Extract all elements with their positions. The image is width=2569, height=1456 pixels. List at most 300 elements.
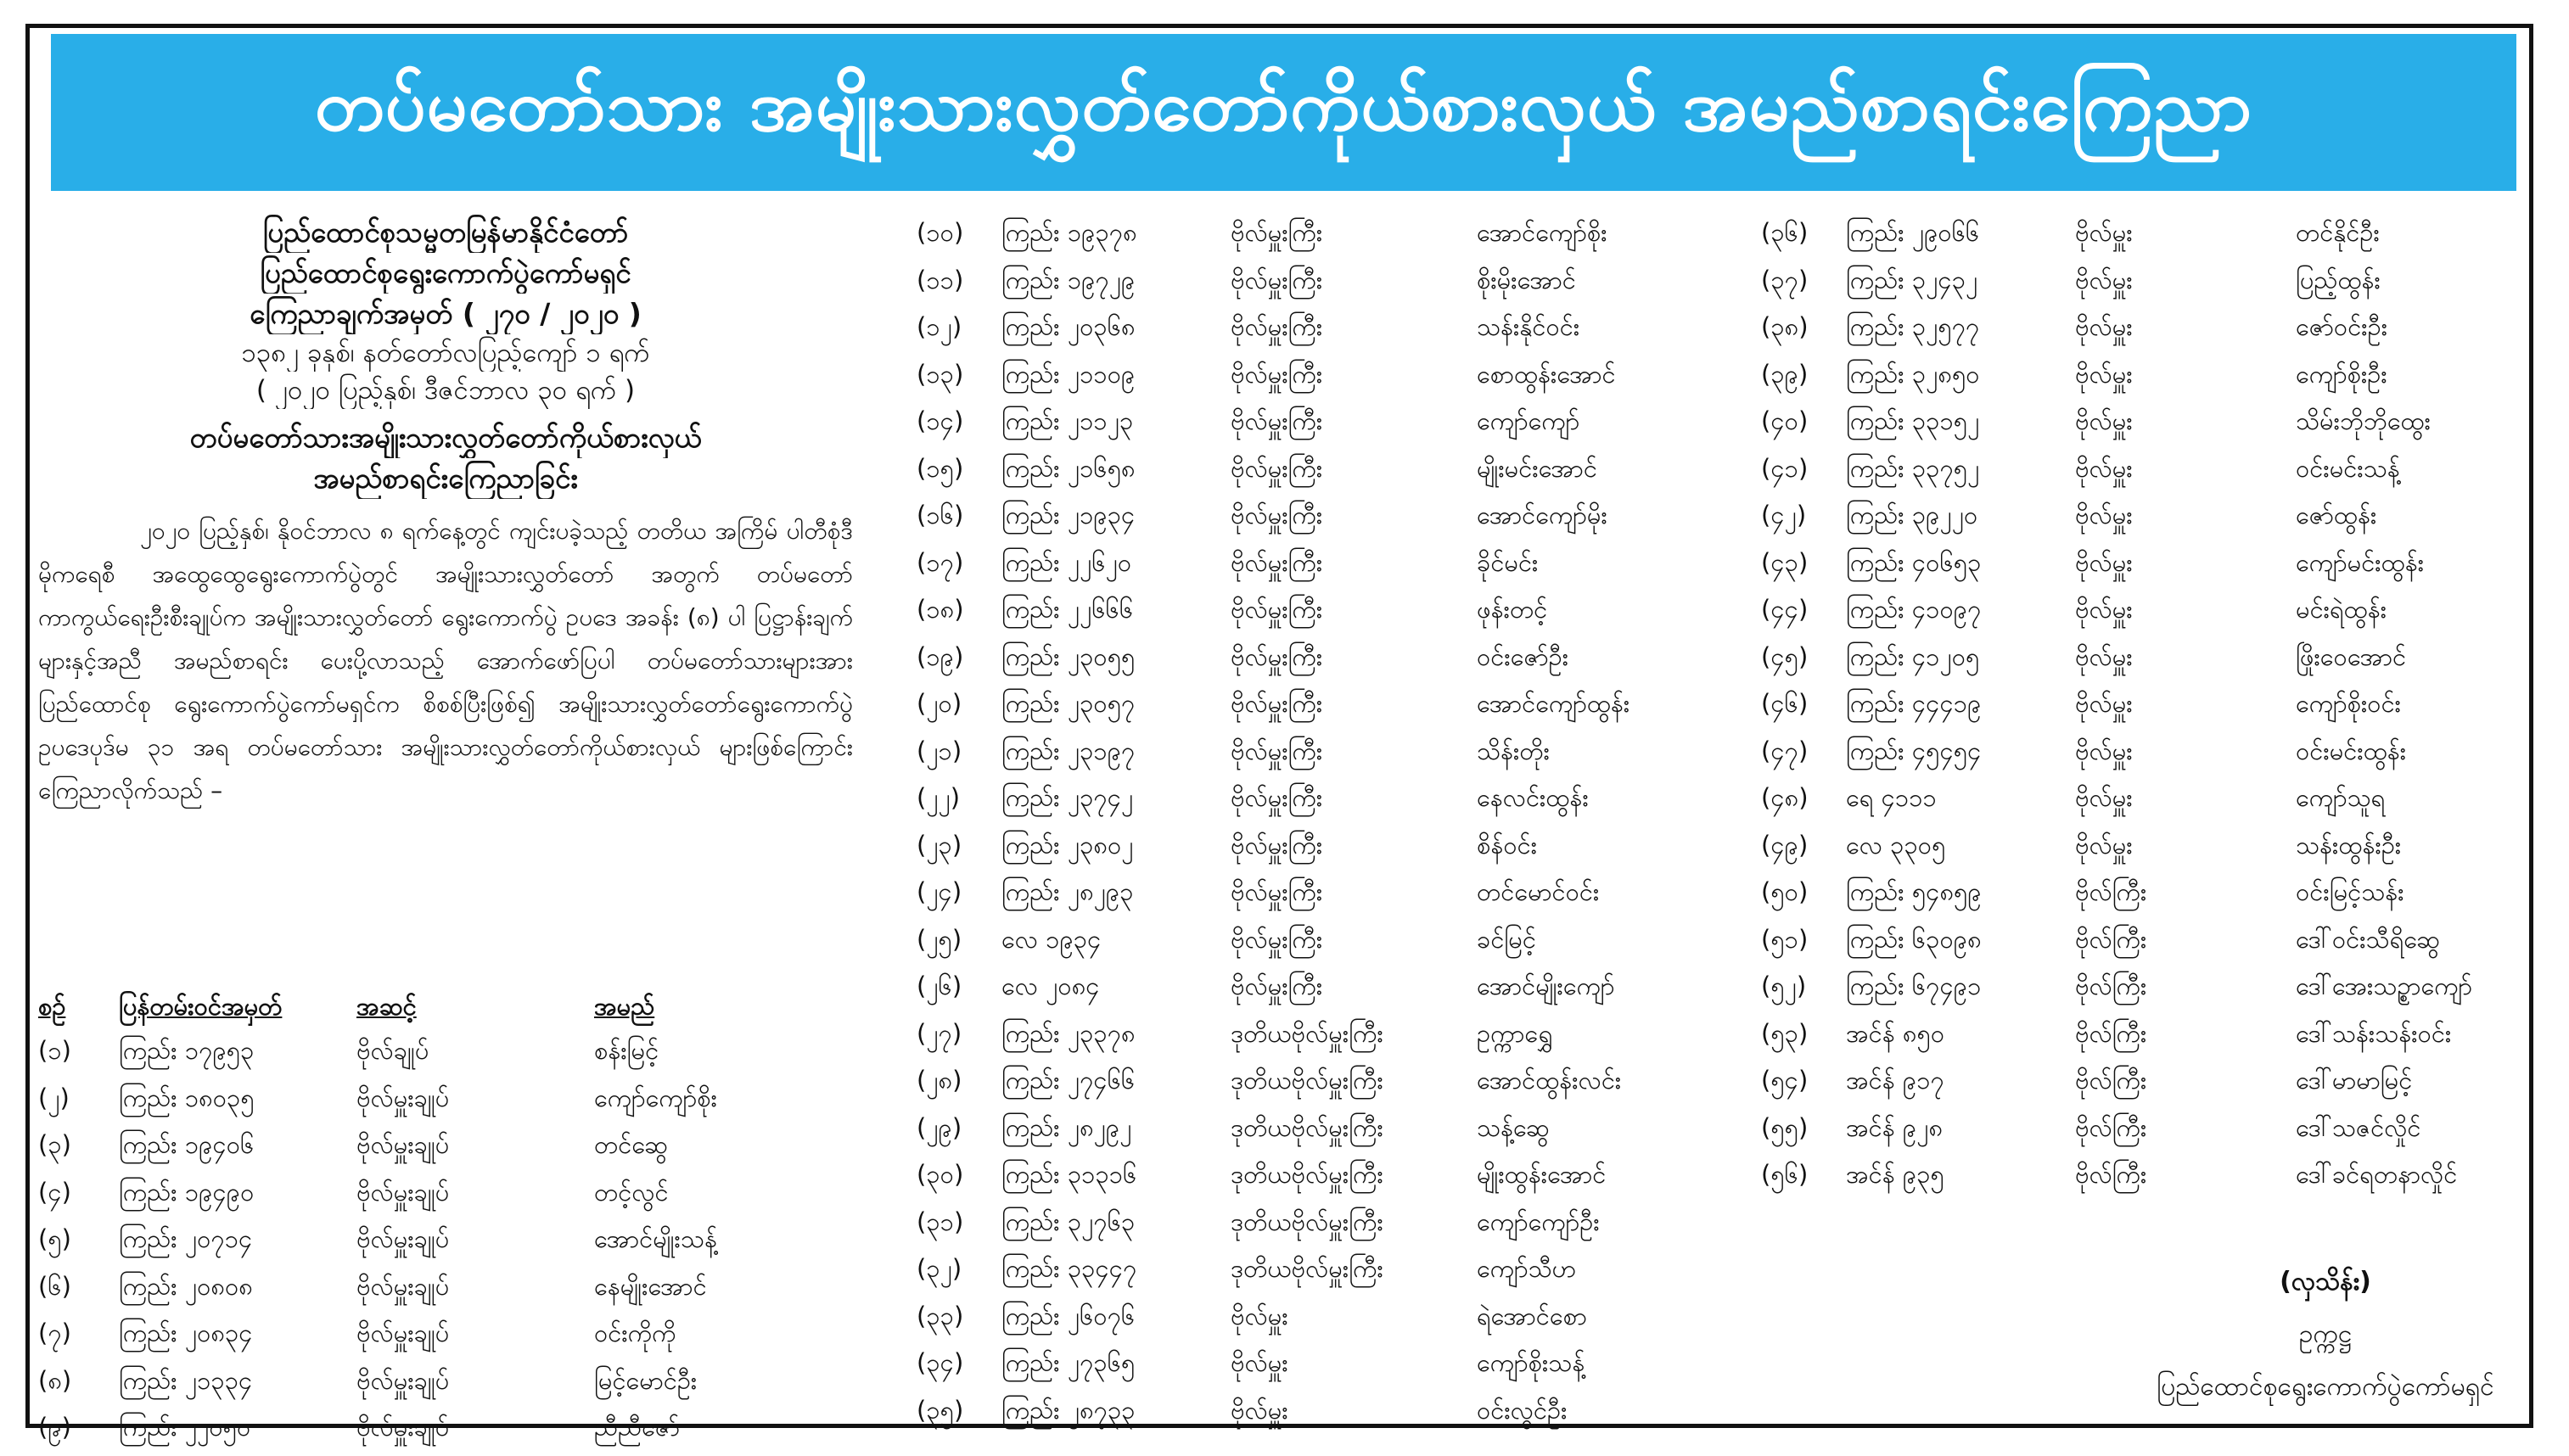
member-no: (၂၅) (917, 924, 962, 954)
member-row (1761, 871, 2525, 919)
member-id: ရေ ၄၁၁၁ (1846, 783, 1937, 813)
member-rank: ဒုတိယဗိုလ်မှူးကြီး (1231, 1066, 1383, 1095)
member-row (917, 589, 1714, 636)
member-no: (၃၄) (917, 1348, 964, 1378)
member-no: (၄၃) (1761, 547, 1809, 577)
member-rank: ဗိုလ်ချုပ် (356, 1036, 429, 1066)
member-no: (၃၃) (917, 1301, 964, 1330)
member-name: ခိုင်မင်း (1477, 547, 1539, 577)
member-no: (၁၅) (917, 453, 964, 483)
member-rank: ဗိုလ်မှူးချုပ် (356, 1130, 450, 1160)
member-id: ကြည်း ၁၉၄၉၀ (119, 1177, 255, 1207)
announcement-body: ၂၀၂၀ ပြည့်နှစ်၊ နိုဝင်ဘာလ ၈ ရက်နေ့တွင် ကျင်းပခဲ့သည့် တတိယ အကြိမ် ပါတီစုံဒီမိုကရေစီ အထွေထွေရွေးကောက်ပွဲတွင် အမျိုးသားလွှတ်တော် အတွက် တပ်မတော်ကာကွယ်ရေးဦးစီးချုပ်က အမျိုးသားလွှတ်တော် ရွေးကောက်ပွဲ ဥပဒေ အခန်း (၈) ပါ ပြဋ္ဌာန်းချက်များနှင့်အညီ အမည်စာရင်း ပေးပို့လာသည့် အောက်ဖော်ပြပါ တပ်မတော်သားများအား ပြည်ထောင်စု ရွေးကောက်ပွဲကော်မရှင်က စိစစ်ပြီးဖြစ်၍ အမျိုးသားလွှတ်တော်ရွေးကောက်ပွဲ ဥပဒေပုဒ်မ ၃၁ အရ တပ်မတော်သား အမျိုးသားလွှတ်တော်ကိုယ်စားလှယ် များဖြစ်ကြောင်း ကြေညာလိုက်သည် – (38, 517, 853, 804)
member-no: (၈) (38, 1365, 72, 1395)
member-id: ကြည်း ၂၁၆၅၈ (1001, 453, 1136, 483)
member-rank: ဗိုလ်မှူး (1231, 1395, 1288, 1425)
column-3 (1761, 212, 2525, 1201)
member-row (1761, 260, 2525, 307)
member-no: (၃၁) (917, 1207, 964, 1236)
member-row (917, 400, 1714, 448)
member-name: ကျော်သီဟ (1477, 1254, 1577, 1284)
member-row (917, 1201, 1714, 1249)
member-name: သန့်ဆွေ (1477, 1112, 1550, 1142)
title-banner (51, 34, 2516, 191)
member-rank: ဗိုလ်မှူးချုပ် (356, 1224, 450, 1254)
member-row (38, 1313, 853, 1360)
member-row (1761, 448, 2525, 496)
member-no: (၁၈) (917, 595, 964, 624)
member-id: အင်န် ၈၅၀ (1846, 1018, 1945, 1048)
member-row (1761, 777, 2525, 825)
member-id: ကြည်း ၆၃၀၉၈ (1846, 924, 1982, 954)
member-name: ဒေါ်သန်းသန်းဝင်း (2296, 1018, 2452, 1048)
member-no: (၃၅) (917, 1395, 964, 1425)
table-header (38, 988, 853, 1030)
member-name: အောင်မျိုးသန့် (594, 1224, 717, 1254)
member-id: ကြည်း ၂၀၈၀၈ (119, 1271, 253, 1301)
member-no: (၆) (38, 1271, 71, 1301)
member-name: ဖုန်းတင့် (1477, 595, 1548, 624)
member-no: (၂၀) (917, 689, 962, 719)
member-no: (၅၁) (1761, 924, 1809, 954)
member-id: ကြည်း ၂၁၃၃၄ (119, 1365, 253, 1395)
member-row (1761, 400, 2525, 448)
member-row (1761, 354, 2525, 401)
member-name: ဇော်ဝင်းဦး (2296, 312, 2388, 342)
member-name: စောထွန်းအောင် (1477, 359, 1616, 389)
column-2 (917, 212, 1714, 1436)
member-row (1761, 1154, 2525, 1201)
member-row (917, 1154, 1714, 1201)
member-row (917, 306, 1714, 354)
member-name: တင်နိုင်ဦး (2296, 218, 2380, 248)
member-no: (၄၀) (1761, 406, 1809, 436)
member-name: အောင်ကျော်စိုး (1477, 218, 1607, 248)
member-id: ကြည်း ၂၃၀၅၅ (1001, 641, 1136, 671)
member-name: ကျော်သူရ (2296, 783, 2386, 813)
member-name: ကျော်စိုးဝင်း (2296, 689, 2402, 719)
member-rank: ဗိုလ်မှူး (2075, 736, 2133, 765)
member-name: ခင်မြင့် (1477, 924, 1536, 954)
member-row (1761, 495, 2525, 542)
member-no: (၁၉) (917, 641, 964, 671)
member-no: (၅၆) (1761, 1160, 1809, 1190)
member-rank: ဗိုလ်ကြီး (2075, 1018, 2147, 1048)
member-no: (၃၉) (1761, 359, 1809, 389)
member-no: (၃၈) (1761, 312, 1809, 342)
member-row (1761, 966, 2525, 1013)
member-row (917, 871, 1714, 919)
member-no: (၂၇) (917, 1018, 962, 1048)
member-name: ဥက္ကာရွှေ (1477, 1018, 1553, 1048)
member-rank: ဗိုလ်မှူးကြီး (1231, 547, 1323, 577)
member-rank: ဗိုလ်မှူးကြီး (1231, 924, 1323, 954)
member-id: ကြည်း ၂၇၃၆၅ (1001, 1348, 1136, 1378)
column-1 (38, 212, 853, 1454)
member-row (917, 1296, 1714, 1343)
member-name: ကျော်စိုးသန့် (1477, 1348, 1585, 1378)
member-id: အင်န် ၉၁၇ (1846, 1066, 1944, 1095)
member-no: (၂၉) (917, 1112, 962, 1142)
member-rank: ဗိုလ်မှူး (2075, 218, 2133, 248)
member-no: (၃၇) (1761, 265, 1809, 294)
member-id: ကြည်း ၂၃၀၅၇ (1001, 689, 1136, 719)
member-rank: ဗိုလ်မှူး (2075, 783, 2133, 813)
member-name: ဒေါ်သဇင်လှိုင် (2296, 1112, 2421, 1142)
member-id: ကြည်း ၂၀၃၆၈ (1001, 312, 1136, 342)
member-row (917, 1342, 1714, 1390)
member-id: ကြည်း ၂၂၀၅၀ (119, 1413, 251, 1442)
member-name: နေမျိုးအောင် (594, 1271, 707, 1301)
member-name: မင်းရဲထွန်း (2296, 595, 2387, 624)
member-rank: ဗိုလ်မှူးကြီး (1231, 406, 1323, 436)
member-id: လေ ၂၀၈၄ (1001, 972, 1100, 1001)
member-name: ဝင်းလွင်ဦး (1477, 1395, 1568, 1425)
member-id: ကြည်း ၂၃၁၉၇ (1001, 736, 1136, 765)
member-id: ကြည်း ၂၃၇၄၂ (1001, 783, 1134, 813)
member-row (38, 1266, 853, 1313)
member-name: စိုးမိုးအောင် (1477, 265, 1576, 294)
member-name: ညီညီဇော် (594, 1413, 680, 1442)
member-no: (၃၆) (1761, 218, 1809, 248)
member-rank: ဒုတိယဗိုလ်မှူးကြီး (1231, 1160, 1383, 1190)
col-header-id: ပြန်တမ်းဝင်အမှတ် (119, 991, 283, 1021)
member-row (1761, 825, 2525, 872)
member-rank: ဗိုလ်မှူးကြီး (1231, 830, 1323, 860)
member-rank: ဗိုလ်မှူးကြီး (1231, 595, 1323, 624)
member-row (917, 777, 1714, 825)
member-id: ကြည်း ၄၄၄၁၉ (1846, 689, 1982, 719)
member-rank: ဗိုလ်မှူးကြီး (1231, 736, 1323, 765)
header-country: ပြည်ထောင်စုသမ္မတမြန်မာနိုင်ငံတော် (262, 216, 629, 249)
member-name: တင်မောင်ဝင်း (1477, 877, 1600, 907)
member-row (917, 966, 1714, 1013)
member-row (1761, 589, 2525, 636)
member-rank: ဗိုလ်မှူးကြီး (1231, 783, 1323, 813)
member-row (38, 1078, 853, 1125)
member-name: တင့်လွင် (594, 1177, 669, 1207)
announcement-header (38, 212, 853, 499)
member-no: (၂၁) (917, 736, 962, 765)
member-id: ကြည်း ၃၃၁၅၂ (1846, 406, 1980, 436)
member-row (917, 448, 1714, 496)
member-rank: ဗိုလ်မှူး (2075, 547, 2133, 577)
member-rank: ဗိုလ်မှူးကြီး (1231, 972, 1323, 1001)
member-list-3 (1761, 212, 2525, 1201)
member-id: ကြည်း ၂၈၂၉၃ (1001, 877, 1134, 907)
member-name: သန်းနိုင်ဝင်း (1477, 312, 1580, 342)
member-id: အင်န် ၉၃၅ (1846, 1160, 1944, 1190)
member-id: ကြည်း ၄၁၀၉၇ (1846, 595, 1982, 624)
member-id: ကြည်း ၄၅၄၅၄ (1846, 736, 1982, 765)
member-rank: ဗိုလ်ကြီး (2075, 1112, 2147, 1142)
member-name: ပြည့်ထွန်း (2296, 265, 2381, 294)
member-name: ဝင်းမင်းသန့် (2296, 453, 2400, 483)
member-name: ကျော်ကျော် (1477, 406, 1580, 436)
member-no: (၅) (38, 1224, 71, 1254)
member-name: သန်းထွန်းဦး (2296, 830, 2402, 860)
member-row (917, 636, 1714, 684)
member-name: စန်းမြင့် (594, 1036, 659, 1066)
member-rank: ဗိုလ်ကြီး (2075, 924, 2147, 954)
member-name: ဝင်းမင်းထွန်း (2296, 736, 2407, 765)
signatory-name: (လှသိန်း) (2280, 1267, 2371, 1296)
col-header-no: စဉ် (38, 991, 66, 1021)
member-rank: ဗိုလ်မှူးချုပ် (356, 1177, 450, 1207)
member-id: ကြည်း ၂၁၁၀၉ (1001, 359, 1136, 389)
member-name: ကျော်စိုးဦး (2296, 359, 2387, 389)
member-id: ကြည်း ၃၂၇၆၃ (1001, 1207, 1136, 1236)
member-id: ကြည်း ၃၃၄၄၇ (1001, 1254, 1137, 1284)
member-id: ကြည်း ၃၁၃၁၆ (1001, 1160, 1137, 1190)
member-rank: ဗိုလ်မှူး (2075, 641, 2133, 671)
member-no: (၄၆) (1761, 689, 1809, 719)
member-name: တင်ဆွေ (594, 1130, 668, 1160)
member-row (1761, 683, 2525, 731)
member-no: (၄၂) (1761, 501, 1807, 530)
member-id: ကြည်း ၂၂၆၆၆ (1001, 595, 1134, 624)
member-row (1761, 1060, 2525, 1107)
member-no: (၇) (38, 1319, 71, 1348)
member-id: ကြည်း ၆၇၄၉၁ (1846, 972, 1982, 1001)
member-id: ကြည်း ၂၉၀၆၆ (1846, 218, 1980, 248)
member-no: (၂၄) (917, 877, 962, 907)
member-no: (၁၂) (917, 312, 962, 342)
member-row (1761, 1013, 2525, 1061)
member-no: (၅၂) (1761, 972, 1807, 1001)
member-row (1761, 542, 2525, 590)
member-rank: ဗိုလ်မှူး (2075, 406, 2133, 436)
signatory-org: ပြည်ထောင်စုရွေးကောက်ပွဲကော်မရှင် (2157, 1372, 2494, 1402)
member-row (917, 1013, 1714, 1061)
member-id: ကြည်း ၅၄၈၅၉ (1846, 877, 1982, 907)
member-rank: ဗိုလ်မှူးကြီး (1231, 312, 1323, 342)
member-name: ဒေါ်အေးသဥ္စာကျော် (2296, 972, 2473, 1001)
member-rank: ဗိုလ်မှူး (2075, 595, 2133, 624)
member-no: (၅၅) (1761, 1112, 1809, 1142)
member-rank: ဗိုလ်မှူးကြီး (1231, 689, 1323, 719)
member-name: မျိုးထွန်းအောင် (1477, 1160, 1607, 1190)
member-name: ဒေါ်ဝင်းသီရိဆွေ (2296, 924, 2440, 954)
header-date-myanmar: ၁၃၈၂ ခုနှစ်၊ နတ်တော်လပြည့်ကျော် ၁ ရက် (241, 338, 650, 368)
member-no: (၄၁) (1761, 453, 1809, 483)
member-rank: ဗိုလ်ကြီး (2075, 972, 2147, 1001)
signature-block (2113, 1256, 2538, 1414)
member-no: (၃၀) (917, 1160, 964, 1190)
member-no: (၅၃) (1761, 1018, 1809, 1048)
member-rank: ဗိုလ်ကြီး (2075, 877, 2147, 907)
member-rank: ဗိုလ်မှူးကြီး (1231, 641, 1323, 671)
member-id: ကြည်း ၂၁၉၃၄ (1001, 501, 1136, 530)
member-no: (၄၅) (1761, 641, 1809, 671)
member-rank: ဗိုလ်မှူး (2075, 501, 2133, 530)
member-row (38, 1172, 853, 1219)
member-id: ကြည်း ၁၇၉၅၃ (119, 1036, 255, 1066)
member-id: အင်န် ၉၂၈ (1846, 1112, 1944, 1142)
member-no: (၂၈) (917, 1066, 962, 1095)
member-row (917, 1107, 1714, 1155)
member-list-1 (38, 1030, 853, 1454)
member-no: (၃၂) (917, 1254, 962, 1284)
member-rank: ဒုတိယဗိုလ်မှူးကြီး (1231, 1207, 1383, 1236)
member-rank: ဗိုလ်မှူးကြီး (1231, 359, 1323, 389)
member-row (1761, 731, 2525, 778)
member-row (917, 1248, 1714, 1296)
member-id: လေ ၁၉၃၄ (1001, 924, 1102, 954)
member-id: ကြည်း ၂၀၇၁၄ (119, 1224, 253, 1254)
member-rank: ဒုတိယဗိုလ်မှူးကြီး (1231, 1018, 1383, 1048)
member-no: (၄၇) (1761, 736, 1809, 765)
header-subtitle-1: တပ်မတော်သားအမျိုးသားလွှတ်တော်ကိုယ်စားလှယ် (189, 421, 702, 454)
member-name: ကျော်ကျော်ဦး (1477, 1207, 1600, 1236)
member-no: (၁၇) (917, 547, 964, 577)
member-row (917, 495, 1714, 542)
member-rank: ဗိုလ်မှူးကြီး (1231, 265, 1323, 294)
member-rank: ဗိုလ်မှူးချုပ် (356, 1365, 450, 1395)
col-header-name: အမည် (594, 991, 655, 1021)
member-id: ကြည်း ၂၂၆၂၀ (1001, 547, 1132, 577)
header-commission: ပြည်ထောင်စုရွေးကောက်ပွဲကော်မရှင် (260, 256, 631, 289)
member-id: ကြည်း ၂၆၀၇၆ (1001, 1301, 1136, 1330)
member-id: ကြည်း ၂၁၁၂၃ (1001, 406, 1134, 436)
member-id: ကြည်း ၁၉၃၇၈ (1001, 218, 1137, 248)
member-rank: ဒုတိယဗိုလ်မှူးကြီး (1231, 1112, 1383, 1142)
member-rank: ဗိုလ်မှူး (2075, 453, 2133, 483)
member-name: ဝင်းဇော်ဦး (1477, 641, 1569, 671)
member-rank: ဗိုလ်မှူး (2075, 689, 2133, 719)
member-id: ကြည်း ၃၂၅၇၇ (1846, 312, 1980, 342)
member-no: (၂၃) (917, 830, 962, 860)
member-no: (၃) (38, 1130, 71, 1160)
member-id: ကြည်း ၁၉၄၀၆ (119, 1130, 255, 1160)
member-row (38, 1124, 853, 1172)
header-announcement-no: ကြေညာချက်အမှတ် ( ၂၇၀ / ၂၀၂၀ ) (250, 297, 642, 330)
member-id: ကြည်း ၃၂၄၃၂ (1846, 265, 1978, 294)
member-id: ကြည်း ၂၈၇၃၃ (1001, 1395, 1136, 1425)
member-row (917, 354, 1714, 401)
member-rank: ဒုတိယဗိုလ်မှူးကြီး (1231, 1254, 1383, 1284)
member-name: အောင်မျိုးကျော် (1477, 972, 1615, 1001)
header-subtitle-2: အမည်စာရင်းကြေညာခြင်း (313, 462, 578, 495)
member-row (38, 1407, 853, 1454)
member-name: အောင်ကျော်မိုး (1477, 501, 1607, 530)
member-row (917, 260, 1714, 307)
member-id: ကြည်း ၁၉၇၂၉ (1001, 265, 1136, 294)
member-no: (၄) (38, 1177, 71, 1207)
member-row (917, 1060, 1714, 1107)
member-id: ကြည်း ၃၂၈၅၀ (1846, 359, 1980, 389)
member-id: ကြည်း ၂၀၈၃၄ (119, 1319, 253, 1348)
member-row (38, 1218, 853, 1266)
member-row (1761, 306, 2525, 354)
member-rank: ဗိုလ်မှူး (1231, 1301, 1288, 1330)
member-row (917, 1390, 1714, 1437)
member-name: နေလင်းထွန်း (1477, 783, 1589, 813)
member-rank: ဗိုလ်မှူးကြီး (1231, 877, 1323, 907)
member-no: (၄၄) (1761, 595, 1809, 624)
member-row (917, 919, 1714, 966)
member-rank: ဗိုလ်မှူးကြီး (1231, 501, 1323, 530)
header-date-gregorian: ( ၂၀၂၀ ပြည့်နှစ်၊ ဒီဇင်ဘာလ ၃၀ ရက် ) (255, 375, 636, 406)
member-name: သိမ်းဘိုဘိုထွေး (2296, 406, 2431, 436)
member-name: ကျော်မင်းထွန်း (2296, 547, 2425, 577)
member-row (917, 683, 1714, 731)
member-name: စိန်ဝင်း (1477, 830, 1538, 860)
member-row (1761, 212, 2525, 260)
member-no: (၂) (38, 1083, 70, 1112)
member-name: ဒေါ်မာမာမြင့် (2296, 1066, 2413, 1095)
member-no: (၉) (38, 1413, 71, 1442)
member-id: ကြည်း ၁၈၀၃၅ (119, 1083, 255, 1112)
member-row (1761, 1107, 2525, 1155)
member-rank: ဗိုလ်မှူးချုပ် (356, 1083, 450, 1112)
member-no: (၂၂) (917, 783, 961, 813)
member-rank: ဗိုလ်မှူးချုပ် (356, 1413, 450, 1442)
member-rank: ဗိုလ်မှူး (2075, 830, 2133, 860)
member-no: (၂၆) (917, 972, 962, 1001)
member-row (1761, 919, 2525, 966)
member-name: အောင်ကျော်ထွန်း (1477, 689, 1630, 719)
signatory-title: ဥက္ကဋ္ဌ (2298, 1319, 2353, 1349)
member-name: ဒေါ်ခင်ရတနာလှိုင် (2296, 1160, 2458, 1190)
member-id: ကြည်း ၂၃၃၇၈ (1001, 1018, 1136, 1048)
member-no: (၄၈) (1761, 783, 1809, 813)
member-id: ကြည်း ၂၃၈၀၂ (1001, 830, 1134, 860)
member-id: ကြည်း ၂၈၂၉၂ (1001, 1112, 1132, 1142)
member-no: (၅၄) (1761, 1066, 1809, 1095)
member-name: ဝင်းမြင့်သန်း (2296, 877, 2404, 907)
member-row (917, 731, 1714, 778)
member-rank: ဗိုလ်မှူး (1231, 1348, 1288, 1378)
banner-title: တပ်မတော်သား အမျိုးသားလွှတ်တော်ကိုယ်စားလှယ် အမည်စာရင်းကြေညာ (314, 63, 2253, 147)
member-name: အောင်ထွန်းလင်း (1477, 1066, 1622, 1095)
member-row (917, 825, 1714, 872)
member-id: လေ ၃၃၀၅ (1846, 830, 1946, 860)
member-id: ကြည်း ၃၃၇၅၂ (1846, 453, 1980, 483)
member-row (38, 1030, 853, 1078)
member-rank: ဗိုလ်မှူးချုပ် (356, 1271, 450, 1301)
member-rank: ဗိုလ်ကြီး (2075, 1066, 2147, 1095)
member-rank: ဗိုလ်ကြီး (2075, 1160, 2147, 1190)
member-rank: ဗိုလ်မှူးကြီး (1231, 218, 1323, 248)
member-rank: ဗိုလ်မှူး (2075, 359, 2133, 389)
member-no: (၁၄) (917, 406, 964, 436)
member-name: ဝင်းကိုကို (594, 1319, 676, 1348)
member-id: ကြည်း ၄၀၆၅၃ (1846, 547, 1982, 577)
member-name: ကျော်ကျော်စိုး (594, 1083, 717, 1112)
member-no: (၁၆) (917, 501, 964, 530)
member-name: မျိုးမင်းအောင် (1477, 453, 1597, 483)
member-row (917, 212, 1714, 260)
member-no: (၅၀) (1761, 877, 1809, 907)
member-no: (၁၁) (917, 265, 964, 294)
member-name: သိန်းတိုး (1477, 736, 1551, 765)
member-id: ကြည်း ၄၁၂၀၅ (1846, 641, 1980, 671)
member-id: ကြည်း ၂၇၄၆၆ (1001, 1066, 1136, 1095)
member-no: (၄၉) (1761, 830, 1809, 860)
member-rank: ဗိုလ်မှူး (2075, 312, 2133, 342)
member-list-2 (917, 212, 1714, 1436)
member-id: ကြည်း ၃၉၂၂၀ (1846, 501, 1978, 530)
member-rank: ဗိုလ်မှူးချုပ် (356, 1319, 450, 1348)
col-header-rank: အဆင့် (356, 991, 417, 1021)
member-row (917, 542, 1714, 590)
member-name: ဇော်ထွန်း (2296, 501, 2377, 530)
member-rank: ဗိုလ်မှူးကြီး (1231, 453, 1323, 483)
member-name: ဖြိုးဝေအောင် (2296, 641, 2407, 671)
member-name: မြင့်မောင်ဦး (594, 1365, 698, 1395)
member-row (1761, 636, 2525, 684)
